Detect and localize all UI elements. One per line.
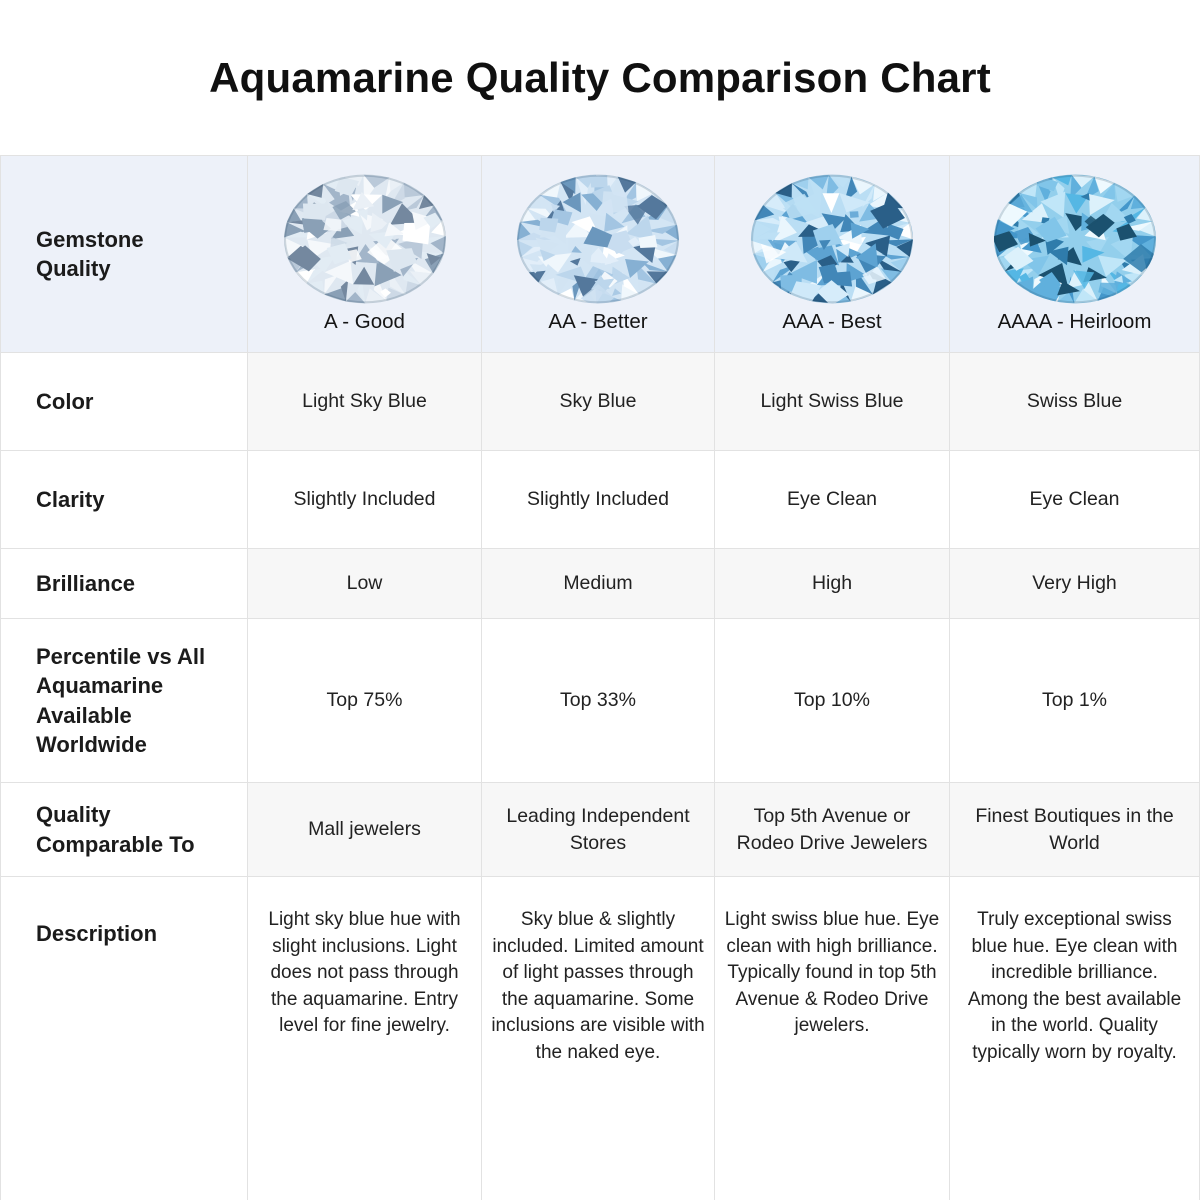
grade-label: AAA - Best [782, 309, 882, 333]
grade-column-aaaa-heirloom [950, 156, 1200, 353]
row-label-text: Percentile vs All Aquamarine Available Worldwide [36, 643, 206, 757]
cell-percentile-aaaa: Top 1% [950, 619, 1200, 783]
cell-color-aa: Sky Blue [482, 353, 715, 451]
cell-clarity-aaa: Eye Clean [715, 451, 950, 549]
aquamarine-gem-image [281, 173, 449, 305]
row-label-percentile [1, 619, 248, 783]
cell-comparable-aaa: Top 5th Avenue or Rodeo Drive Jewelers [715, 783, 950, 877]
grade-column-a-good [248, 156, 482, 353]
cell-clarity-aa: Slightly Included [482, 451, 715, 549]
grade-label: AA - Better [548, 309, 648, 333]
table-row-quality-comparable-to [1, 783, 1200, 877]
cell-comparable-a: Mall jewelers [248, 783, 482, 877]
grade-column-aaa-best [715, 156, 950, 353]
cell-brilliance-aaa: High [715, 549, 950, 619]
page-title: Aquamarine Quality Comparison Chart [209, 53, 991, 101]
row-label-text: Gemstone Quality [36, 226, 144, 281]
cell-clarity-a: Slightly Included [248, 451, 482, 549]
comparison-table [0, 155, 1200, 1200]
row-label-quality-comparable-to [1, 783, 248, 877]
row-label-gemstone-quality [1, 156, 248, 353]
cell-clarity-aaaa: Eye Clean [950, 451, 1200, 549]
cell-comparable-aa: Leading Independent Stores [482, 783, 715, 877]
cell-description-aaa: Light swiss blue hue. Eye clean with high brilliance. Typically found in top 5th Avenue & Rodeo Drive jewelers. [715, 877, 950, 1200]
title-bar [0, 0, 1200, 155]
cell-description-a: Light sky blue hue with slight inclusions. Light does not pass through the aquamarine. Entry level for fine jewelry. [248, 877, 482, 1200]
cell-percentile-aa: Top 33% [482, 619, 715, 783]
cell-description-aa: Sky blue & slightly included. Limited amount of light passes through the aquamarine. Some inclusions are visible with the naked eye. [482, 877, 715, 1200]
cell-description-aaaa: Truly exceptional swiss blue hue. Eye clean with incredible brilliance. Among the best available in the world. Quality typically worn by royalty. [950, 877, 1200, 1200]
aquamarine-gem-image [991, 173, 1159, 305]
table-row-percentile [1, 619, 1200, 783]
cell-color-a: Light Sky Blue [248, 353, 482, 451]
cell-color-aaa: Light Swiss Blue [715, 353, 950, 451]
row-label-description: Description [1, 877, 248, 1200]
grade-label: A - Good [324, 309, 405, 333]
table-row-brilliance [1, 549, 1200, 619]
table-row-clarity [1, 451, 1200, 549]
row-label-color: Color [1, 353, 248, 451]
row-label-text: Quality Comparable To [36, 802, 195, 857]
aquamarine-gem-image [748, 173, 916, 305]
cell-comparable-aaaa: Finest Boutiques in the World [950, 783, 1200, 877]
grade-column-aa-better [482, 156, 715, 353]
cell-color-aaaa: Swiss Blue [950, 353, 1200, 451]
table-row-description [1, 877, 1200, 1200]
row-label-brilliance: Brilliance [1, 549, 248, 619]
cell-percentile-aaa: Top 10% [715, 619, 950, 783]
cell-brilliance-aaaa: Very High [950, 549, 1200, 619]
table-row-color [1, 353, 1200, 451]
row-label-clarity: Clarity [1, 451, 248, 549]
aquamarine-gem-image [514, 173, 682, 305]
cell-percentile-a: Top 75% [248, 619, 482, 783]
cell-brilliance-aa: Medium [482, 549, 715, 619]
cell-brilliance-a: Low [248, 549, 482, 619]
table-header-row [1, 156, 1200, 353]
grade-label: AAAA - Heirloom [997, 309, 1152, 333]
